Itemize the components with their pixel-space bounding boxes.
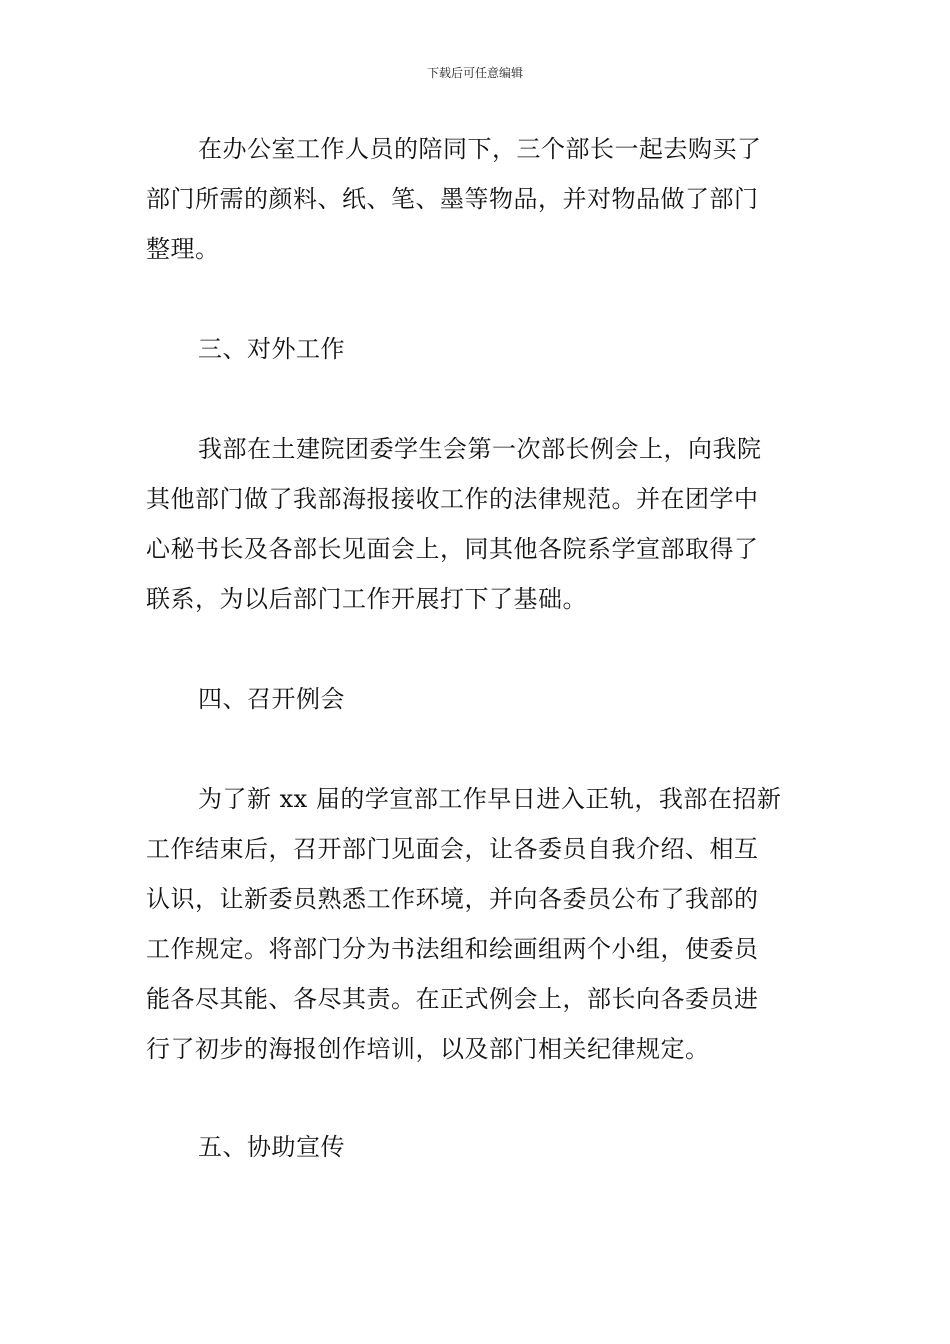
paragraph-line: 其他部门做了我部海报接收工作的法律规范。并在团学中	[146, 485, 759, 513]
section-heading-external-work	[146, 324, 816, 374]
page-header: 下载后可任意编辑	[426, 66, 523, 80]
paragraph-meeting	[146, 774, 816, 1074]
section-heading: 三、对外工作	[198, 335, 345, 363]
paragraph-line: 工作结束后，召开部门见面会，让各委员自我介绍、相互	[146, 835, 759, 863]
paragraph-line: 我部在土建院团委学生会第一次部长例会上，向我院	[198, 435, 762, 463]
paragraph-line: 联系，为以后部门工作开展打下了基础。	[146, 585, 587, 613]
paragraph-line: 在办公室工作人员的陪同下，三个部长一起去购买了	[198, 135, 762, 163]
section-heading-publicity	[146, 1122, 816, 1172]
section-heading: 四、召开例会	[198, 685, 345, 713]
paragraph-purchase	[146, 124, 816, 274]
paragraph-line: 整理。	[146, 235, 220, 263]
section-heading: 五、协助宣传	[198, 1133, 345, 1161]
section-heading-meeting	[146, 674, 816, 724]
paragraph-line: 为了新 xx 届的学宣部工作早日进入正轨，我部在招新	[198, 785, 782, 813]
paragraph-line: 认识，让新委员熟悉工作环境，并向各委员公布了我部的	[146, 885, 759, 913]
paragraph-line: 工作规定。将部门分为书法组和绘画组两个小组，使委员	[146, 935, 759, 963]
paragraph-line: 行了初步的海报创作培训，以及部门相关纪律规定。	[146, 1035, 710, 1063]
paragraph-line: 部门所需的颜料、纸、笔、墨等物品，并对物品做了部门	[146, 185, 759, 213]
paragraph-external-work	[146, 424, 816, 624]
paragraph-line: 能各尽其能、各尽其责。在正式例会上，部长向各委员进	[146, 985, 759, 1013]
paragraph-line: 心秘书长及各部长见面会上，同其他各院系学宣部取得了	[146, 535, 759, 563]
